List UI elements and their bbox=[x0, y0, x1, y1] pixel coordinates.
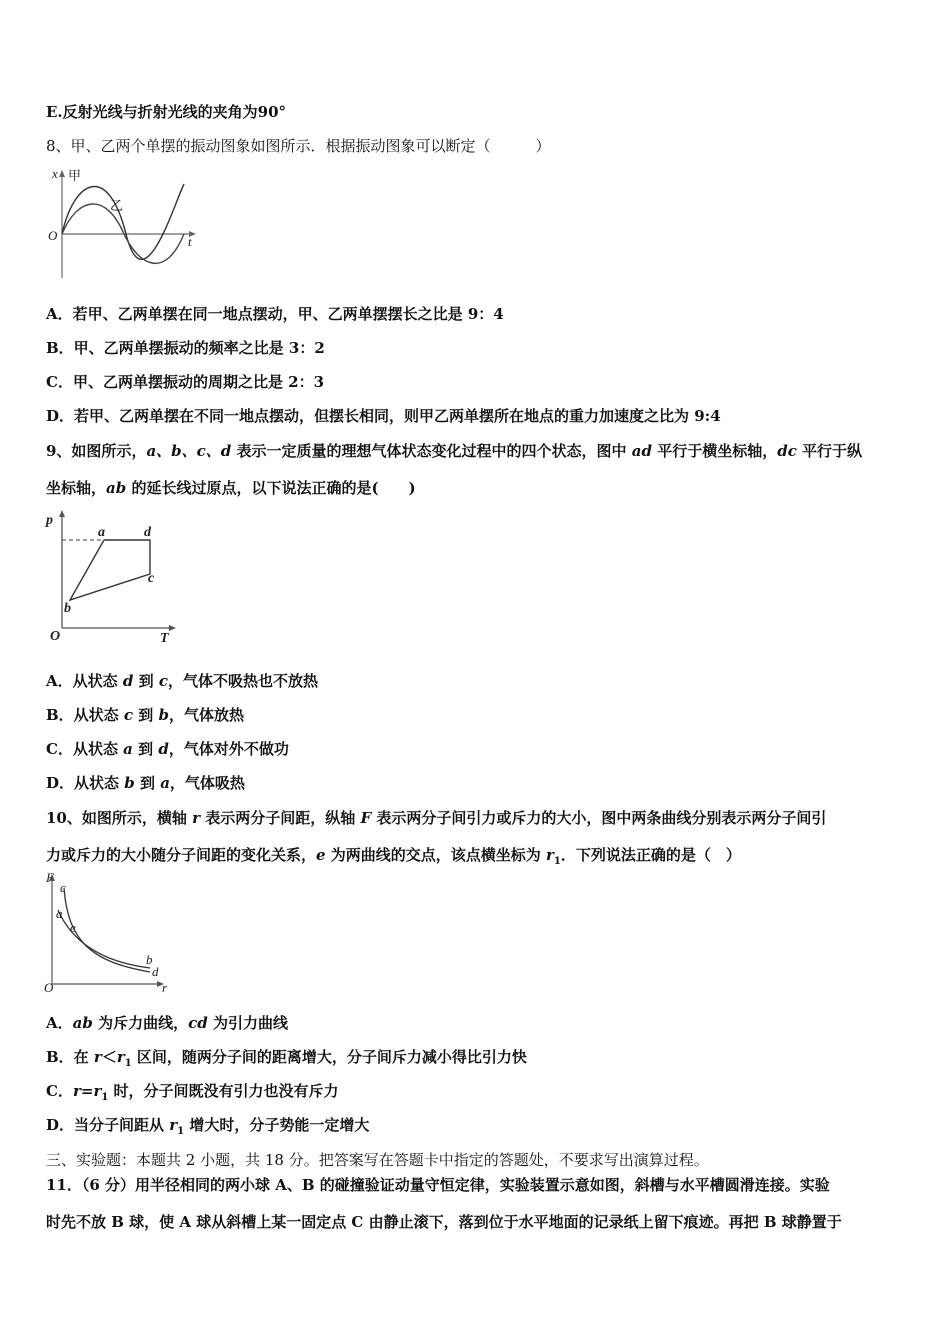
q8-t-label: t bbox=[188, 234, 192, 249]
q9-t-arrow bbox=[169, 625, 176, 631]
q10-option-c: C．$r=r_1$ 时，分子间既没有引力也没有斥力 bbox=[46, 1082, 339, 1103]
q9-option-b: B．从状态 c 到 b，气体放热 bbox=[46, 706, 245, 724]
q9-stem-text: 平行于横坐标轴， bbox=[651, 442, 778, 460]
q10-b-label: b bbox=[146, 952, 153, 967]
q10-option-d: D．当分子间距从 $r_1$ 增大时，分子势能一定增大 bbox=[46, 1116, 370, 1137]
q8-x-label: x bbox=[52, 168, 58, 181]
q10-curve-cd bbox=[64, 888, 150, 972]
q11-line2: 时先不放 B 球，使 A 球从斜槽上某一固定点 C 由静止滚下，落到位于水平地面的记录纸上留下痕迹。再把 B 球静置于 bbox=[46, 1213, 842, 1231]
q9-stem-text: 坐标轴， bbox=[46, 479, 107, 497]
q10-d-label: d bbox=[152, 964, 159, 979]
q10-option-a: A．ab 为斥力曲线，cd 为引力曲线 bbox=[46, 1014, 288, 1032]
q10-curve-ab bbox=[58, 910, 150, 968]
q8-figure bbox=[44, 168, 200, 280]
q9-cycle bbox=[70, 540, 150, 600]
q9-d-label: d bbox=[144, 525, 151, 540]
q10-stem-line2: 力或斥力的大小随分子间距的变化关系，e 为两曲线的交点，该点横坐标为 $r_1$．下列说法正确的是（ ） bbox=[46, 846, 741, 867]
section3-heading: 三、实验题：本题共 2 小题，共 18 分。把答案写在答题卡中指定的答题处，不要求写出演算过程。 bbox=[46, 1151, 709, 1169]
q9-p-arrow bbox=[59, 510, 65, 517]
q8-option-a: A．若甲、乙两单摆在同一地点摆动，甲、乙两单摆摆长之比是 9：4 bbox=[46, 305, 504, 323]
q9-b-label: b bbox=[64, 601, 71, 616]
q9-dc: dc bbox=[777, 442, 797, 460]
q9-figure bbox=[42, 506, 182, 646]
q8-jia-label: 甲 bbox=[68, 168, 82, 183]
q8-option-b: B．甲、乙两单摆振动的频率之比是 3：2 bbox=[46, 339, 325, 357]
q9-option-c: C．从状态 a 到 d，气体对外不做功 bbox=[46, 740, 289, 758]
q10-option-b: B．在 $r<r_1$ 区间，随两分子间的距离增大，分子间斥力减小得比引力快 bbox=[46, 1048, 527, 1069]
q8-curve-jia bbox=[62, 184, 184, 259]
q9-p-label: p bbox=[46, 513, 53, 528]
q9-stem-text: 的延长线过原点，以下说法正确的是( ) bbox=[126, 479, 416, 497]
q10-a-label: a bbox=[56, 906, 63, 921]
q9-option-a: A．从状态 d 到 c，气体不吸热也不放热 bbox=[46, 672, 318, 690]
q9-stem-text: 平行于纵 bbox=[796, 442, 863, 460]
q9-a-label: a bbox=[98, 525, 105, 540]
q8-yi-label: 乙 bbox=[110, 198, 124, 213]
q9-stem-line2 bbox=[46, 478, 416, 498]
q10-r-label: r bbox=[162, 980, 168, 994]
q9-stem-text: 表示一定质量的理想气体状态变化过程中的四个状态，图中 bbox=[231, 442, 632, 460]
q10-figure bbox=[42, 872, 172, 994]
q9-o-label: O bbox=[50, 629, 61, 644]
q9-t-label: T bbox=[160, 631, 169, 646]
q9-stem-text: 9、如图所示， bbox=[46, 442, 147, 460]
q7-option-e: E.反射光线与折射光线的夹角为90° bbox=[46, 103, 287, 121]
q10-stem-line1: 10、如图所示，横轴 r 表示两分子间距，纵轴 F 表示两分子间引力或斥力的大小，图中两条曲线分别表示两分子间引 bbox=[46, 809, 827, 827]
q8-y-arrow bbox=[59, 170, 65, 177]
q9-states: a、b、c、d bbox=[146, 442, 232, 460]
q9-option-d: D．从状态 b 到 a，气体吸热 bbox=[46, 774, 245, 792]
q8-origin-label: O bbox=[48, 228, 58, 243]
q10-f-label: F bbox=[46, 872, 54, 885]
q8-option-d: D．若甲、乙两单摆在不同一地点摆动，但摆长相同，则甲乙两单摆所在地点的重力加速度之比为 9:4 bbox=[46, 407, 721, 425]
q9-c-label: c bbox=[148, 571, 155, 586]
q8-stem: 8、甲、乙两个单摆的振动图象如图所示．根据振动图象可以断定（ ） bbox=[46, 137, 551, 155]
q11-line1: 11．（6 分）用半径相同的两小球 A、B 的碰撞验证动量守恒定律，实验装置示意如图，斜槽与水平槽圆滑连接。实验 bbox=[46, 1176, 830, 1194]
q9-ad: ad bbox=[631, 442, 652, 460]
q10-o-label: O bbox=[44, 980, 54, 994]
q9-ab: ab bbox=[106, 479, 127, 497]
q9-stem-line1 bbox=[46, 441, 862, 461]
q8-option-c: C．甲、乙两单摆振动的周期之比是 2：3 bbox=[46, 373, 325, 391]
q10-e-label: e bbox=[70, 920, 76, 935]
q10-c-label: c bbox=[60, 880, 66, 895]
